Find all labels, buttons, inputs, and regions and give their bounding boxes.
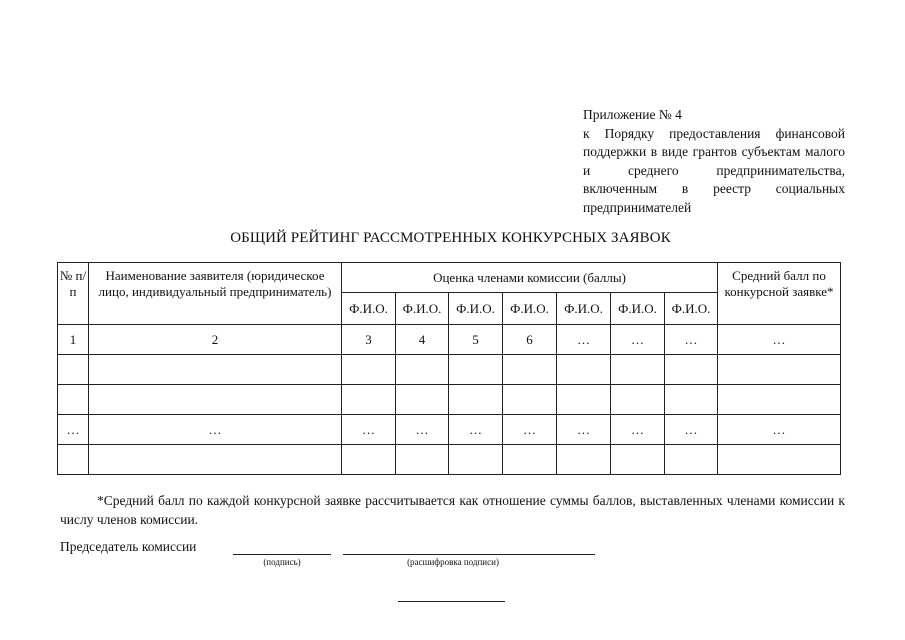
table-row (58, 355, 841, 385)
table-cell: … (665, 415, 718, 445)
footnote: *Средний балл по каждой конкурсной заявке рассчитывается как отношение суммы баллов, выставленных членами комиссии к числу членов комиссии. (60, 493, 845, 527)
table-cell (396, 385, 449, 415)
signature-line (233, 554, 331, 555)
table-cell (449, 355, 503, 385)
table-cell: … (449, 415, 503, 445)
table-cell: 1 (58, 325, 89, 355)
table-cell: 6 (503, 325, 557, 355)
table-cell (449, 385, 503, 415)
table-cell (58, 445, 89, 475)
table-cell (89, 385, 342, 415)
table-cell: … (58, 415, 89, 445)
table-cell (89, 355, 342, 385)
header-evaluation-group: Оценка членами комиссии (баллы) (342, 263, 718, 293)
table-cell: … (557, 415, 611, 445)
table-cell (342, 445, 396, 475)
table-cell (89, 445, 342, 475)
header-member-name: Ф.И.О. (557, 293, 611, 325)
table-cell (396, 445, 449, 475)
table-cell (58, 385, 89, 415)
header-member-name: Ф.И.О. (342, 293, 396, 325)
table-cell (58, 355, 89, 385)
table-cell (503, 355, 557, 385)
table-cell: 2 (89, 325, 342, 355)
table-cell: … (503, 415, 557, 445)
table-cell: … (611, 325, 665, 355)
table-cell (557, 385, 611, 415)
table-cell (718, 445, 841, 475)
appendix-heading: Приложение № 4 (583, 107, 682, 122)
table-cell: … (396, 415, 449, 445)
header-member-name: Ф.И.О. (611, 293, 665, 325)
appendix-block (583, 106, 845, 217)
chair-label: Председатель комиссии (60, 539, 197, 554)
header-member-name: Ф.И.О. (396, 293, 449, 325)
table-cell: … (557, 325, 611, 355)
end-divider (398, 601, 505, 602)
table-row (58, 385, 841, 415)
table-cell (665, 355, 718, 385)
table-cell (611, 385, 665, 415)
signature-caption: (подпись) (263, 557, 301, 567)
table-cell (449, 445, 503, 475)
table-cell: … (89, 415, 342, 445)
rating-table (57, 262, 841, 475)
table-cell (718, 385, 841, 415)
table-cell: 5 (449, 325, 503, 355)
table-cell: 3 (342, 325, 396, 355)
table-cell (557, 355, 611, 385)
table-index-row (58, 325, 841, 355)
header-applicant: Наименование заявителя (юридическое лицо, индивидуальный предприниматель) (89, 263, 342, 325)
name-line (343, 554, 595, 555)
table-cell (611, 355, 665, 385)
table-row (58, 445, 841, 475)
header-member-name: Ф.И.О. (503, 293, 557, 325)
table-cell (396, 355, 449, 385)
table-cell (557, 445, 611, 475)
document-title-text: ОБЩИЙ РЕЙТИНГ РАССМОТРЕННЫХ КОНКУРСНЫХ ЗАЯВОК (230, 230, 671, 246)
table-cell: … (718, 415, 841, 445)
table-cell (665, 445, 718, 475)
table-cell (503, 445, 557, 475)
appendix-text: к Порядку предоставления финансовой поддержки в виде грантов субъектам малого и среднего предпринимательства, включенным в реестр социальных предпринимателей (583, 125, 845, 215)
table-cell: 4 (396, 325, 449, 355)
table-cell (342, 355, 396, 385)
header-member-name: Ф.И.О. (665, 293, 718, 325)
table-cell: … (342, 415, 396, 445)
table-cell (665, 385, 718, 415)
table-cell: … (665, 325, 718, 355)
table-cell (503, 385, 557, 415)
document-title (0, 230, 905, 247)
header-average-score: Средний балл по конкурсной заявке* (718, 263, 841, 325)
table-cell: … (718, 325, 841, 355)
header-number: № п/п (58, 263, 89, 325)
table-ellipsis-row (58, 415, 841, 445)
table-cell (718, 355, 841, 385)
table-cell: … (611, 415, 665, 445)
table-cell (342, 385, 396, 415)
header-member-name: Ф.И.О. (449, 293, 503, 325)
table-cell (611, 445, 665, 475)
name-caption: (расшифровка подписи) (407, 557, 499, 567)
